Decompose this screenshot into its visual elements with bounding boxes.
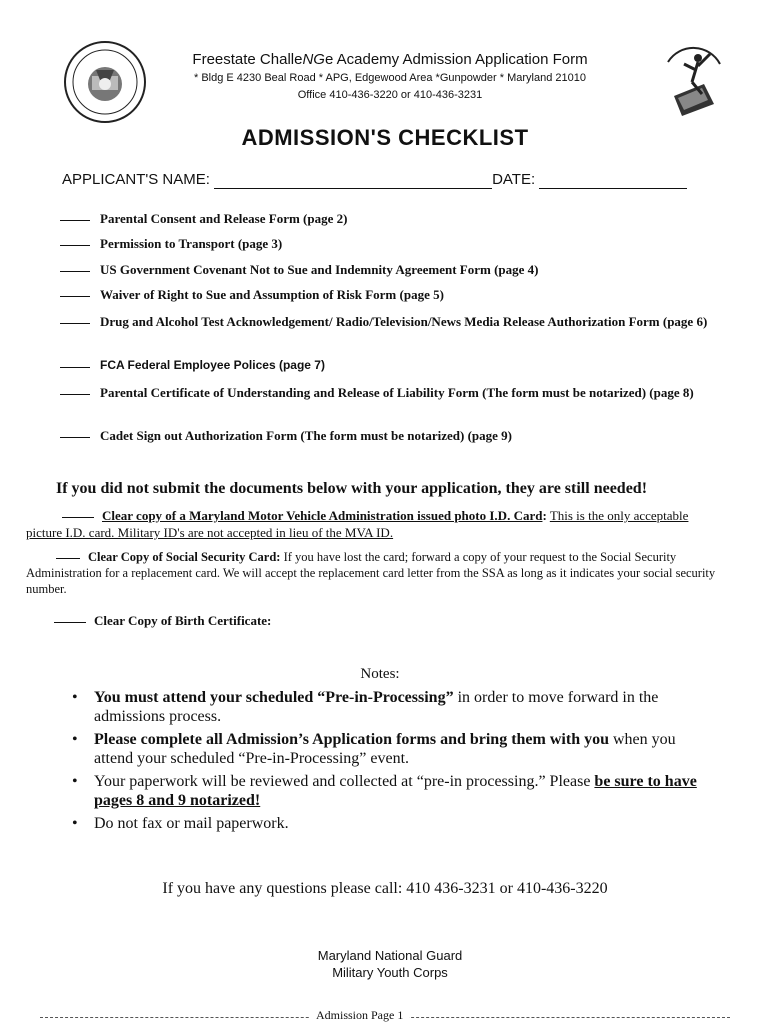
challenge-program-logo xyxy=(658,42,728,118)
date-label: DATE: xyxy=(492,171,536,188)
title-prefix: Freestate Challe xyxy=(192,51,303,68)
applicant-row xyxy=(62,171,712,189)
check-blank[interactable] xyxy=(62,517,94,518)
check-blank[interactable] xyxy=(60,394,90,395)
page-number: Admission Page 1 xyxy=(310,1008,409,1023)
footer-org-line2: Military Youth Corps xyxy=(332,965,448,980)
checklist-item: Drug and Alcohol Test Acknowledgement/ Radio/Television/News Media Release Authorization Form (page 6) xyxy=(60,313,715,330)
checklist-item: Parental Certificate of Understanding and Release of Liability Form (The form must be notarized) (page 8) xyxy=(60,384,715,401)
check-blank[interactable] xyxy=(56,558,80,559)
checklist-item: Permission to Transport (page 3) xyxy=(60,235,715,252)
date-field[interactable] xyxy=(539,174,687,189)
birth-certificate-item xyxy=(54,612,754,629)
title-italic: NG xyxy=(302,51,325,68)
check-blank[interactable] xyxy=(60,437,90,438)
note-item: • Do not fax or mail paperwork. xyxy=(72,814,712,833)
checklist-item: FCA Federal Employee Polices (page 7) xyxy=(60,357,715,374)
check-blank[interactable] xyxy=(60,271,90,272)
check-blank[interactable] xyxy=(60,245,90,246)
note-item: • You must attend your scheduled “Pre-in-Processing” in order to move forward in the admissions process. xyxy=(72,688,712,726)
academy-seal-logo xyxy=(62,40,148,124)
documents-heading: If you did not submit the documents below with your application, they are still needed! xyxy=(56,480,648,497)
check-blank[interactable] xyxy=(60,323,90,324)
applicant-name-field[interactable] xyxy=(214,174,492,189)
birth-title: Clear Copy of Birth Certificate: xyxy=(94,613,272,628)
check-blank[interactable] xyxy=(60,367,90,368)
ssc-note: If you have lost the card; forward a copy of your request to the Social Security Administration for a replacement card. We will accept the replacement card letter from the SSA as long as it indicates your social security number. xyxy=(26,550,716,596)
applicant-name-label: APPLICANT'S NAME: xyxy=(62,171,210,188)
note-item: • Please complete all Admission’s Application forms and bring them with you when you attend your scheduled “Pre-in-Processing” event. xyxy=(72,730,712,768)
ssc-title: Clear Copy of Social Security Card: xyxy=(88,550,281,564)
page-title: ADMISSION'S CHECKLIST xyxy=(241,125,529,150)
mva-id-note: This is the only acceptable picture I.D. card. Military ID's are not accepted in lieu of the MVA ID. xyxy=(26,508,689,540)
office-phone: Office 410-436-3220 or 410-436-3231 xyxy=(297,89,483,101)
title-suffix: e Academy Admission Application Form xyxy=(324,51,588,68)
academy-address: * Bldg E 4230 Beal Road * APG, Edgewood Area *Gunpowder * Maryland 21010 xyxy=(194,72,586,84)
checklist-item: Waiver of Right to Sue and Assumption of Risk Form (page 5) xyxy=(60,286,715,303)
note-item: • Your paperwork will be reviewed and collected at “pre-in processing.” Please be sure to have pages 8 and 9 notarized! xyxy=(72,772,712,810)
notes-list xyxy=(72,688,712,837)
mva-id-item: Clear copy of a Maryland Motor Vehicle Administration issued photo I.D. Card: This is the only acceptable picture I.D. card. Military ID's are not accepted in lieu of the MVA ID. xyxy=(26,508,689,540)
social-security-item xyxy=(26,549,726,597)
check-blank[interactable] xyxy=(54,622,86,623)
checklist-item: Parental Consent and Release Form (page 2) xyxy=(60,210,715,227)
contact-line: If you have any questions please call: 410 436-3231 or 410-436-3220 xyxy=(162,880,608,897)
mva-id-title: Clear copy of a Maryland Motor Vehicle Administration issued photo I.D. Card xyxy=(102,508,543,523)
form-title xyxy=(160,51,620,69)
check-blank[interactable] xyxy=(60,220,90,221)
footer-org-line1: Maryland National Guard xyxy=(317,948,463,963)
check-blank[interactable] xyxy=(60,296,90,297)
checklist-item: US Government Covenant Not to Sue and Indemnity Agreement Form (page 4) xyxy=(60,261,715,278)
checklist-item: Cadet Sign out Authorization Form (The form must be notarized) (page 9) xyxy=(60,427,715,444)
notes-heading: Notes: xyxy=(360,666,400,682)
